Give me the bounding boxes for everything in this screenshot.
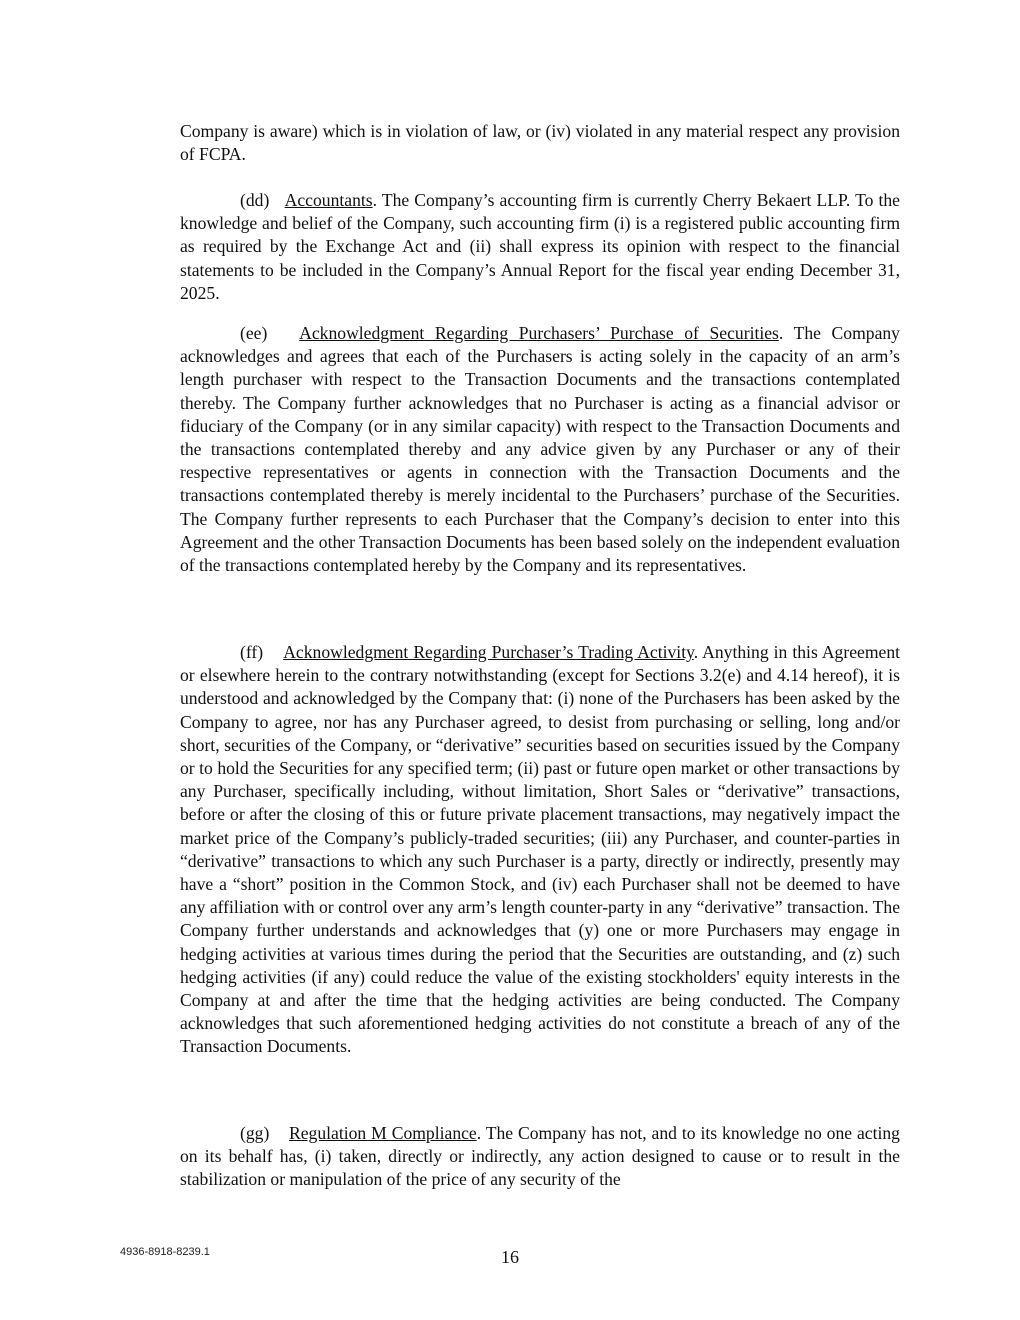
paragraph-dd-heading: Accountants (284, 190, 373, 210)
paragraph-ee-label: (ee) (240, 323, 268, 343)
paragraph-ee-heading: Acknowledgment Regarding Purchasers’ Purchase of Securities (299, 323, 779, 343)
paragraph-continuation-text: Company is aware) which is in violation of law, or (iv) violated in any material respect any provision of FCPA. (180, 121, 900, 165)
paragraph-dd-body: . The Company’s accounting firm is currently Cherry Bekaert LLP. To the knowledge and belief of the Company, such accounting firm (i) is a registered public accounting firm as required by the Exchange Act and (ii) shall express its opinion with respect to the financial statements to be included in the Company’s Annual Report for the fiscal year ending December 31, 2025. (180, 190, 900, 303)
paragraph-gg-label: (gg) (240, 1123, 270, 1143)
paragraph-gg (180, 1122, 900, 1192)
paragraph-ff-heading: Acknowledgment Regarding Purchaser’s Trading Activity (283, 642, 694, 662)
paragraph-continuation (180, 120, 900, 166)
paragraph-ee (180, 322, 900, 577)
paragraph-gg-body: . The Company has not, and to its knowledge no one acting on its behalf has, (i) taken, directly or indirectly, any action designed to cause or to result in the stabilization or manipulation of the price of any security of the (180, 1123, 900, 1190)
paragraph-ee-body: . The Company acknowledges and agrees that each of the Purchasers is acting solely in the capacity of an arm’s length purchaser with respect to the Transaction Documents and the transactions contemplated thereby. The Company further acknowledges that no Purchaser is acting as a financial advisor or fiduciary of the Company (or in any similar capacity) with respect to the Transaction Documents and the transactions contemplated thereby and any advice given by any Purchaser or any of their respective representatives or agents in connection with the Transaction Documents and the transactions contemplated thereby is merely incidental to the Purchasers’ purchase of the Securities. The Company further represents to each Purchaser that the Company’s decision to enter into this Agreement and the other Transaction Documents has been based solely on the independent evaluation of the transactions contemplated hereby by the Company and its representatives. (180, 323, 900, 576)
paragraph-ff-label: (ff) (240, 642, 264, 662)
document-id: 4936-8918-8239.1 (120, 1246, 210, 1258)
paragraph-dd (180, 189, 900, 305)
paragraph-ff (180, 641, 900, 1059)
page-number: 16 (501, 1247, 519, 1267)
paragraph-dd-label: (dd) (240, 190, 270, 210)
paragraph-gg-heading: Regulation M Compliance (289, 1123, 477, 1143)
paragraph-ff-body: . Anything in this Agreement or elsewhere herein to the contrary notwithstanding (except for Sections 3.2(e) and 4.14 hereof), it is understood and acknowledged by the Company that: (i) none of the Purchasers has been asked by the Company to agree, nor has any Purchaser agreed, to desist from purchasing or selling, long and/or short, securities of the Company, or “derivative” securities based on securities issued by the Company or to hold the Securities for any specified term; (ii) past or future open market or other transactions by any Purchaser, specifically including, without limitation, Short Sales or “derivative” transactions, before or after the closing of this or future private placement transactions, may negatively impact the market price of the Company’s publicly-traded securities; (iii) any Purchaser, and counter-parties in “derivative” transactions to which any such Purchaser is a party, directly or indirectly, presently may have a “short” position in the Common Stock, and (iv) each Purchaser shall not be deemed to have any affiliation with or control over any arm’s length counter-party in any “derivative” transaction. The Company further understands and acknowledges that (y) one or more Purchasers may engage in hedging activities at various times during the period that the Securities are outstanding, and (z) such hedging activities (if any) could reduce the value of the existing stockholders' equity interests in the Company at and after the time that the hedging activities are being conducted. The Company acknowledges that such aforementioned hedging activities do not constitute a breach of any of the Transaction Documents. (180, 642, 901, 1057)
